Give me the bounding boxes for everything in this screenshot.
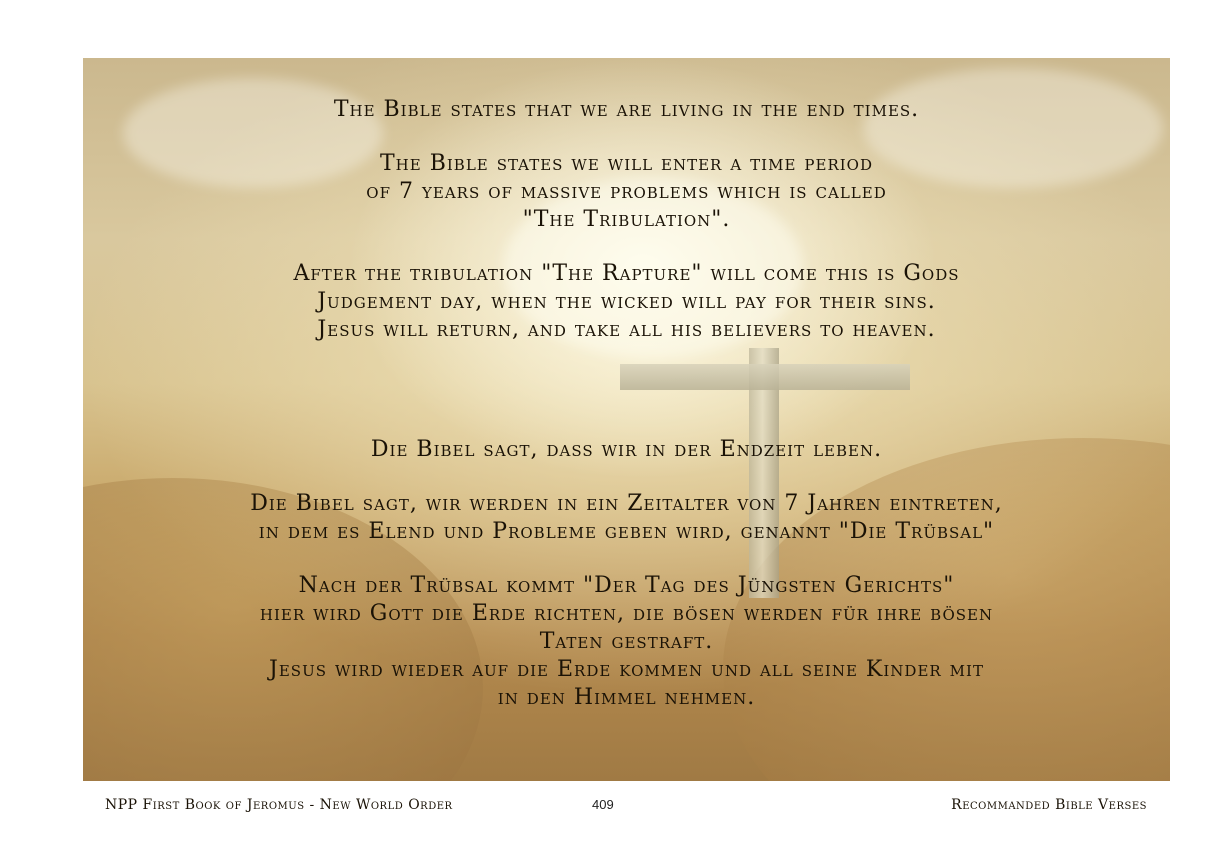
- english-paragraph-3: [83, 260, 1170, 344]
- text-line: Jesus will return, and take all his believers to heaven.: [317, 317, 936, 342]
- text-line: in den Himmel nehmen.: [497, 685, 756, 710]
- text-line: The Bible states that we are living in the end times.: [333, 97, 920, 122]
- page-number: 409: [592, 797, 614, 812]
- text-line: hier wird Gott die Erde richten, die bösen werden für ihre bösen: [259, 601, 994, 626]
- english-paragraph-2: [83, 150, 1170, 234]
- cross-horizontal-beam: [620, 364, 910, 390]
- text-line: Die Bibel sagt, wir werden in ein Zeitalter von 7 Jahren eintreten,: [250, 491, 1003, 516]
- footer-book-title: NPP First Book of Jeromus - New World Order: [105, 797, 453, 813]
- german-text: [83, 436, 1170, 712]
- german-paragraph-1: [83, 436, 1170, 464]
- text-line: Taten gestraft.: [539, 629, 714, 654]
- text-line: Nach der Trübsal kommt "Der Tag des Jüngsten Gerichts": [298, 573, 955, 598]
- german-paragraph-2: [83, 490, 1170, 546]
- text-line: of 7 years of massive problems which is called: [366, 179, 887, 204]
- text-line: After the tribulation "The Rapture" will come this is Gods: [293, 261, 960, 286]
- text-line: Jesus wird wieder auf die Erde kommen und all seine Kinder mit: [269, 657, 984, 682]
- text-line: Die Bibel sagt, dass wir in der Endzeit leben.: [370, 437, 883, 462]
- text-line: in dem es Elend und Probleme geben wird, genannt "Die Trübsal": [258, 519, 995, 544]
- english-paragraph-1: [83, 96, 1170, 124]
- text-line: Judgement day, when the wicked will pay for their sins.: [317, 289, 936, 314]
- text-line: "The Tribulation".: [522, 207, 731, 232]
- background-image-panel: [83, 58, 1170, 781]
- footer-section-title: Recommanded Bible Verses: [951, 797, 1147, 813]
- text-line: The Bible states we will enter a time period: [380, 151, 873, 176]
- english-text: [83, 96, 1170, 344]
- german-paragraph-3: [83, 572, 1170, 712]
